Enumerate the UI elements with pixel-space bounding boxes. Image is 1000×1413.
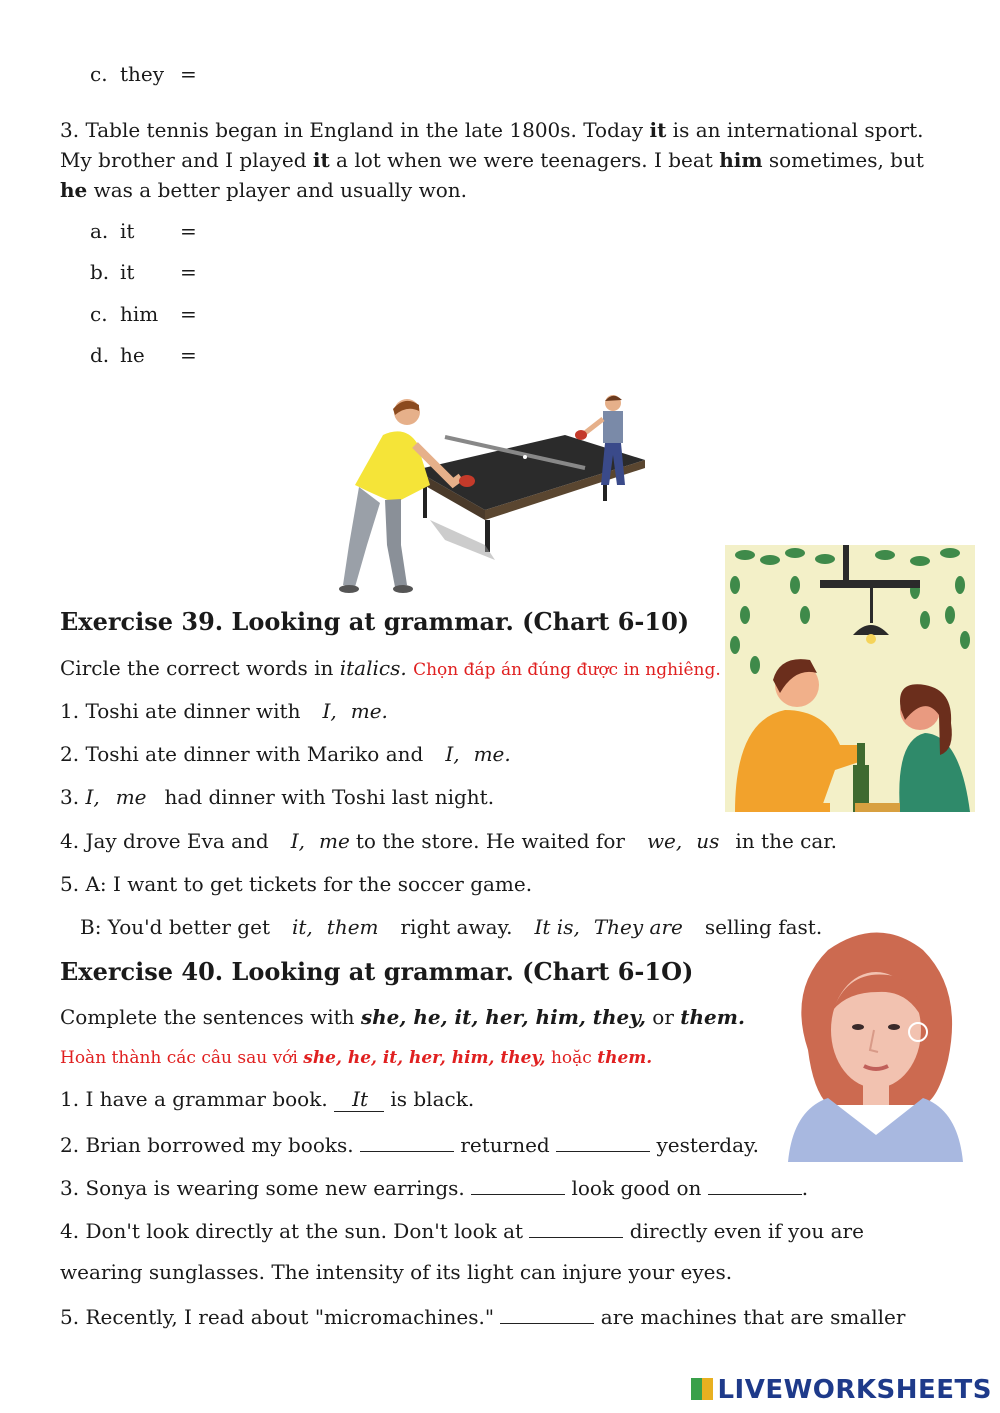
exercise-40-instruction: Complete the sentences with she, he, it, her, him, they, or them. (60, 1005, 745, 1029)
ex39-sentence-5b: B: You'd better get it, them right away. It is, They are selling fast. (80, 915, 823, 939)
q3-item-a: a. it = (90, 219, 197, 243)
ex39-sentence-5a: 5. A: I want to get tickets for the soccer game. (60, 872, 533, 896)
answer-blank[interactable] (708, 1174, 802, 1195)
option-we[interactable]: we, (646, 829, 683, 853)
option-me[interactable]: me (319, 829, 350, 853)
player-shirt (355, 431, 430, 503)
blouse (788, 1098, 963, 1162)
exercise-39-instruction: Circle the correct words in italics. Chọn đáp án đúng được in nghiêng. (60, 656, 721, 680)
exercise-40-title: Exercise 40. Looking at grammar. (Chart 6-1O) (60, 957, 694, 986)
ex40-sentence-3: 3. Sonya is wearing some new earrings. look good on . (60, 1176, 809, 1200)
paddle (459, 475, 475, 487)
ex40-sentence-5: 5. Recently, I read about "micromachines." are machines that are smaller (60, 1305, 906, 1329)
option-I[interactable]: I, (322, 699, 337, 723)
dinner-couple-illustration (725, 545, 975, 812)
option-me[interactable]: me. (473, 742, 511, 766)
option-I[interactable]: I, (85, 785, 100, 809)
option-they-are[interactable]: They are (593, 915, 683, 939)
option-me[interactable]: me (115, 785, 147, 809)
q3-item-d: d. he = (90, 343, 197, 367)
opponent-shirt (603, 411, 623, 443)
prev-item: c. they = (90, 62, 197, 86)
ex39-sentence-1: 1. Toshi ate dinner with I, me. (60, 699, 388, 723)
answer-blank[interactable] (500, 1303, 594, 1324)
table-tennis-illustration (335, 395, 650, 607)
liveworksheets-logo: LIVEWORKSHEETS (691, 1375, 992, 1405)
exercise-39-title: Exercise 39. Looking at grammar. (Chart 6-10) (60, 607, 690, 636)
ex40-sentence-2: 2. Brian borrowed my books. returned yesterday. (60, 1133, 760, 1157)
answer-blank[interactable] (471, 1174, 565, 1195)
ex39-sentence-4: 4. Jay drove Eva and I, me to the store. He waited for we, us in the car. (60, 829, 837, 853)
answer-blank[interactable] (556, 1131, 650, 1152)
woman-portrait-illustration (788, 930, 963, 1162)
ex40-sentence-1: 1. I have a grammar book. It is black. (60, 1087, 475, 1111)
q3-item-c: c. him = (90, 302, 197, 326)
option-us[interactable]: us (696, 829, 720, 853)
ex40-sentence-4a: 4. Don't look directly at the sun. Don't look at directly even if you are (60, 1219, 864, 1243)
ex39-sentence-2: 2. Toshi ate dinner with Mariko and I, me. (60, 742, 511, 766)
exercise-40-instruction-vi: Hoàn thành các câu sau với she, he, it, her, him, they, hoặc them. (60, 1048, 653, 1068)
option-it-is[interactable]: It is, (534, 915, 580, 939)
option-I[interactable]: I, (445, 742, 460, 766)
q3-item-b: b. it = (90, 260, 197, 284)
option-it[interactable]: it, (291, 915, 313, 939)
answer-blank[interactable] (529, 1217, 623, 1238)
ex39-sentence-3: 3. I, me had dinner with Toshi last night. (60, 785, 495, 809)
logo-grid-icon (691, 1378, 713, 1400)
answer-example: It (334, 1087, 384, 1112)
option-me[interactable]: me. (350, 699, 388, 723)
option-I[interactable]: I, (290, 829, 305, 853)
ex40-sentence-4b: wearing sunglasses. The intensity of its light can injure your eyes. (60, 1260, 733, 1284)
option-them[interactable]: them (326, 915, 379, 939)
q3-paragraph: 3. Table tennis began in England in the late 1800s. Today it is an international sport. My brother and I played it a lot when we were teenagers. I beat him sometimes, but he was a better player and usually won. (60, 118, 924, 202)
answer-blank[interactable] (360, 1131, 454, 1152)
